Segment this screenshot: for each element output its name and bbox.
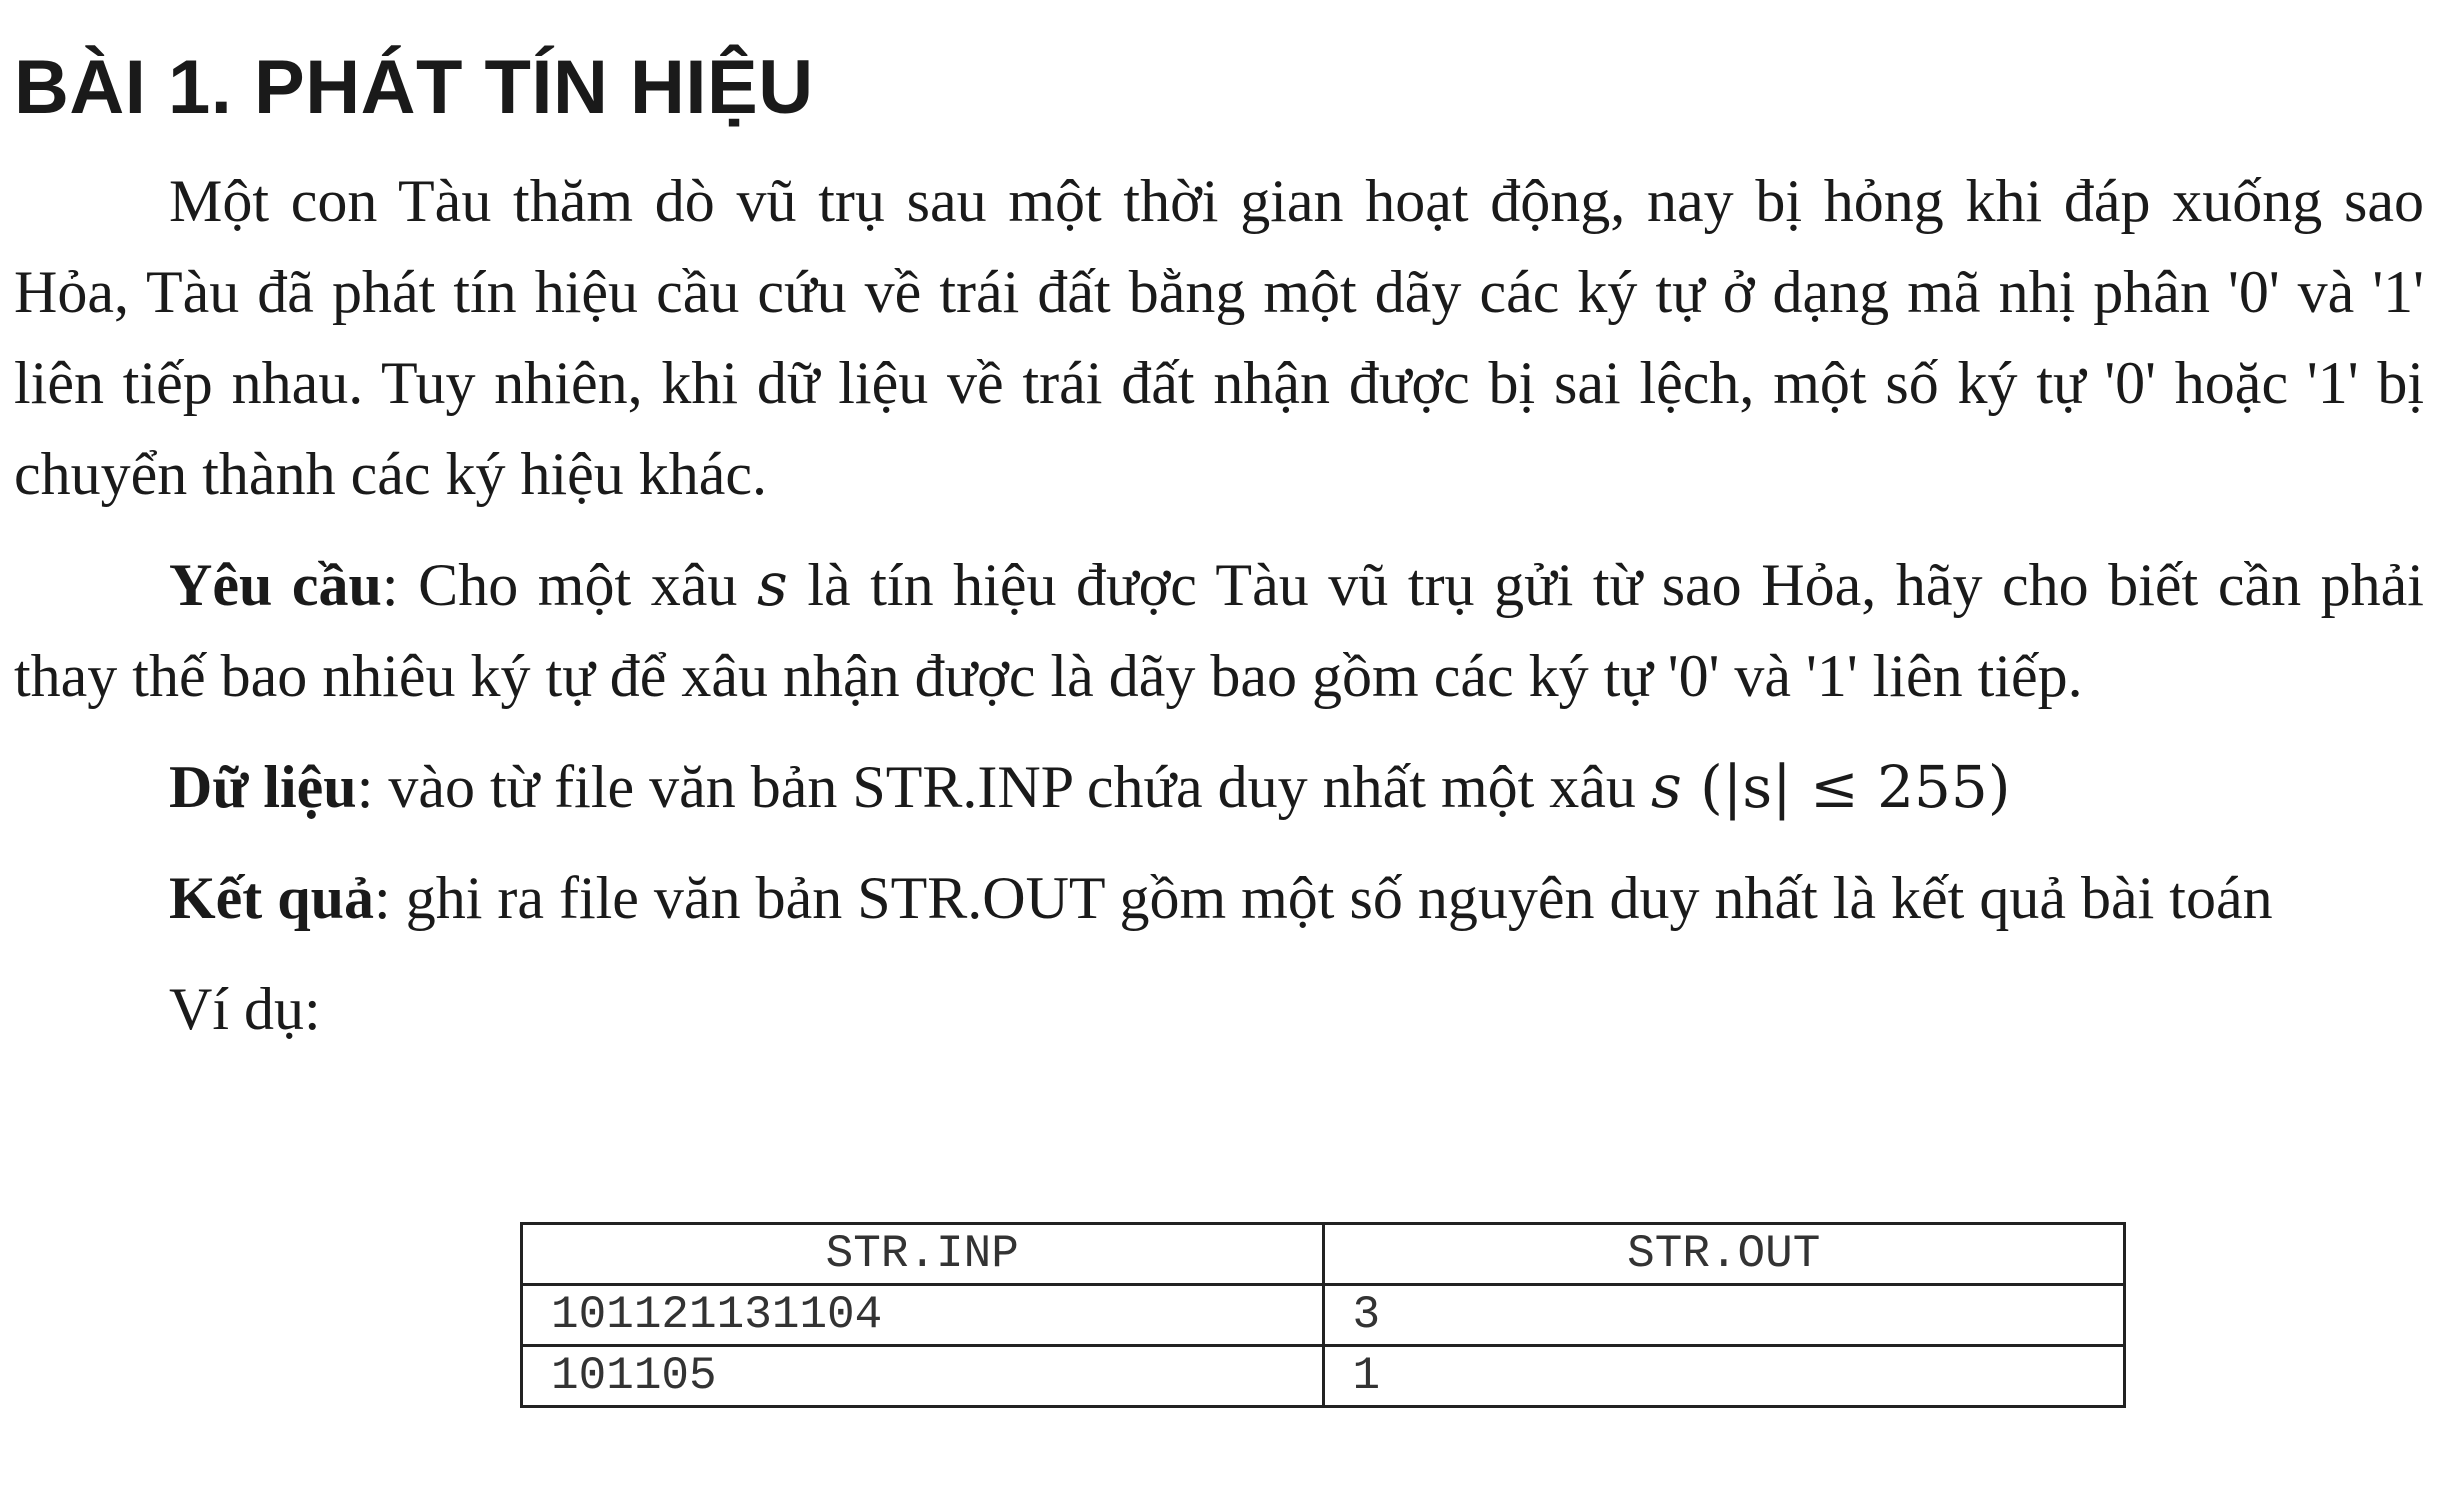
- output-label: Kết quả: [169, 865, 375, 931]
- requirement-label: Yêu cầu: [169, 552, 382, 618]
- requirement-var: s: [756, 550, 788, 620]
- problem-title: BÀI 1. PHÁT TÍN HIỆU: [14, 45, 814, 130]
- input-text: : vào từ file văn bản STR.INP chứa duy nhất một xâu: [356, 754, 1651, 820]
- table-header-row: [522, 1224, 2125, 1285]
- requirement-paragraph: [14, 540, 2424, 722]
- table-cell-input: 101105: [522, 1346, 1324, 1407]
- table-cell-input: 101121131104: [522, 1285, 1324, 1346]
- example-label: Ví dụ:: [169, 976, 321, 1042]
- input-paragraph: [14, 742, 2424, 833]
- table-cell-output: 3: [1323, 1285, 2125, 1346]
- intro-paragraph: Một con Tàu thăm dò vũ trụ sau một thời gian hoạt động, nay bị hỏng khi đáp xuống sao Hỏa, Tàu đã phát tín hiệu cầu cứu về trái đất bằng một dãy các ký tự ở dạng mã nhị phân '0' và '1' liên tiếp nhau. Tuy nhiên, khi dữ liệu về trái đất nhận được bị sai lệch, một số ký tự '0' hoặc '1' bị chuyển thành các ký hiệu khác.: [14, 168, 2424, 507]
- input-label: Dữ liệu: [169, 754, 357, 820]
- table-row: [522, 1346, 2125, 1407]
- example-table: [520, 1222, 2126, 1408]
- table-cell-output: 1: [1323, 1346, 2125, 1407]
- output-paragraph: [14, 853, 2424, 944]
- table-header-input: STR.INP: [522, 1224, 1324, 1285]
- input-var: s: [1650, 752, 1682, 822]
- input-constraint: (|s| ≤ 255): [1681, 753, 2011, 821]
- requirement-text-before: : Cho một xâu: [381, 552, 757, 618]
- problem-statement: [14, 40, 2424, 1055]
- table-header-output: STR.OUT: [1323, 1224, 2125, 1285]
- table-row: [522, 1285, 2125, 1346]
- output-text: : ghi ra file văn bản STR.OUT gồm một số nguyên duy nhất là kết quả bài toán: [374, 865, 2273, 931]
- requirement-text-after: là tín hiệu được Tàu vũ trụ gửi từ sao Hỏa, hãy cho biết cần phải thay thế bao nhiêu ký tự để xâu nhận được là dãy bao gồm các ký tự '0' và '1' liên tiếp.: [14, 552, 2424, 709]
